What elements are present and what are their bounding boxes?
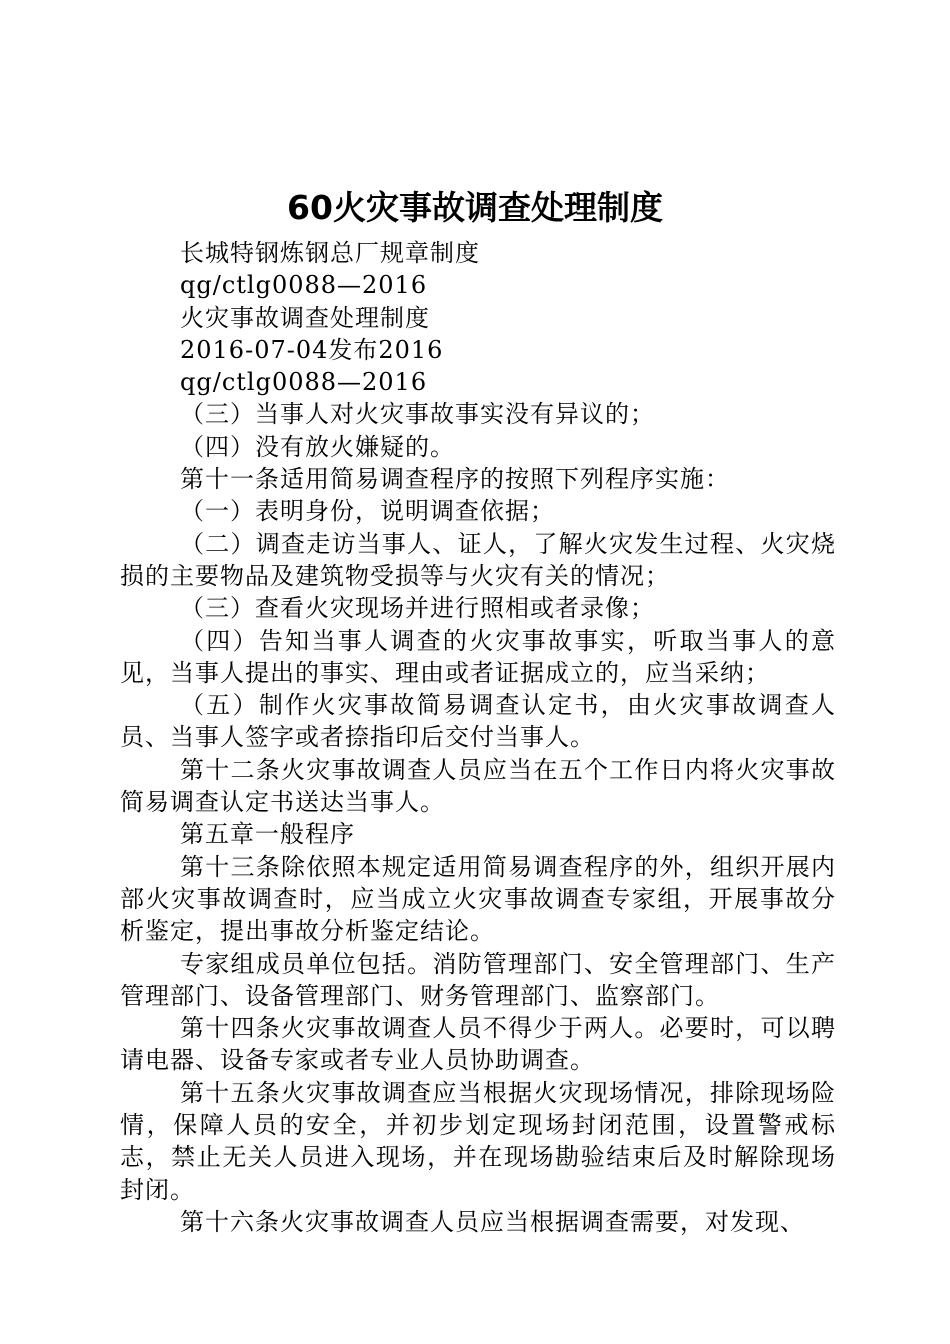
paragraph: 第十四条火灾事故调查人员不得少于两人。必要时，可以聘请电器、设备专家或者专业人员协助调查。 [120, 1014, 836, 1075]
paragraph: （三）当事人对火灾事故事实没有异议的； [180, 400, 655, 429]
document-title: 60火灾事故调查处理制度 [287, 188, 663, 227]
paragraph: 第十六条火灾事故调查人员应当根据调查需要，对发现、 [180, 1207, 805, 1236]
paragraph: 第十二条火灾事故调查人员应当在五个工作日内将火灾事故简易调查认定书送达当事人。 [120, 755, 836, 817]
paragraph: 专家组成员单位包括。消防管理部门、安全管理部门、生产管理部门、设备管理部门、财务管理部门、监察部门。 [120, 949, 836, 1010]
paragraph: （四）告知当事人调查的火灾事故事实，听取当事人的意见，当事人提出的事实、理由或者证据成立的，应当采纳； [120, 626, 836, 687]
paragraph: 第十五条火灾事故调查应当根据火灾现场情况，排除现场险情，保障人员的安全，并初步划定现场封闭范围，设置警戒标志，禁止无关人员进入现场，并在现场勘验结束后及时解除现场封闭。 [120, 1078, 836, 1204]
paragraph: （一）表明身份，说明调查依据； [180, 497, 555, 526]
chapter-heading: 第五章一般程序 [180, 820, 355, 849]
paragraph: （二）调查走访当事人、证人，了解火灾发生过程、火灾烧损的主要物品及建筑物受损等与火灾有关的情况； [120, 529, 836, 590]
paragraph: （五）制作火灾事故简易调查认定书，由火灾事故调查人员、当事人签字或者捺指印后交付当事人。 [120, 691, 836, 752]
paragraph: （四）没有放火嫌疑的。 [180, 432, 455, 461]
paragraph: 长城特钢炼钢总厂规章制度 [180, 239, 480, 267]
paragraph: qg/ctlg0088—2016 [180, 368, 428, 397]
paragraph: （三）查看火灾现场并进行照相或者录像； [180, 594, 655, 623]
paragraph: 第十三条除依照本规定适用简易调查程序的外，组织开展内部火灾事故调查时，应当成立火灾事故调查专家组，开展事故分析鉴定，提出事故分析鉴定结论。 [120, 852, 836, 946]
paragraph: 火灾事故调查处理制度 [180, 303, 430, 332]
document-body [120, 237, 836, 1238]
paragraph: 2016-07-04发布2016 [180, 335, 444, 364]
paragraph: qg/ctlg0088—2016 [180, 271, 428, 300]
paragraph: 第十一条适用简易调查程序的按照下列程序实施： [180, 465, 730, 494]
